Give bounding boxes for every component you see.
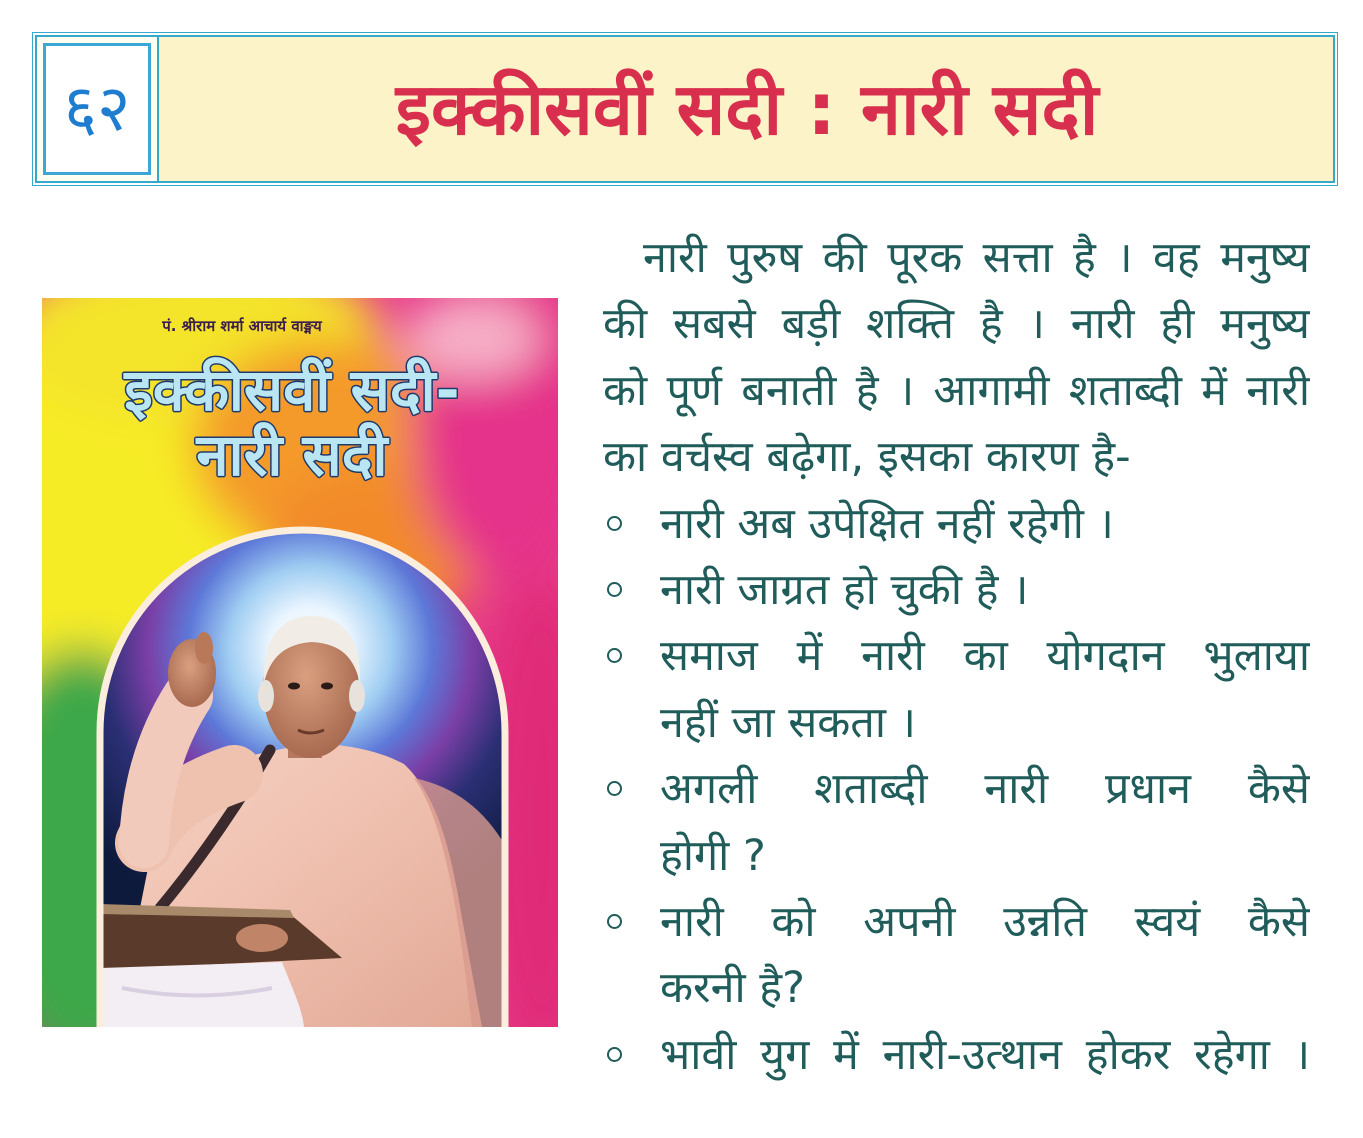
bullet-item [603,491,1310,557]
portrait-hair-side [258,680,274,712]
bullet-line: भावी युग में नारी-उत्थान होकर रहेगा । [660,1029,1310,1080]
bullet-line: नारी अब उपेक्षित नहीं रहेगी । [660,498,1114,549]
cover-series: पं. श्रीराम शर्मा आचार्य वाङ्मय [162,317,322,335]
body-text [603,225,1310,1088]
portrait-eye [321,683,333,690]
cover-title-line1: इक्कीसवीं सदी- [124,356,460,424]
page-title: इक्कीसवीं सदी : नारी सदी [395,67,1099,151]
bullet-circle-icon [607,582,622,597]
portrait-hair-side [349,680,365,712]
bullet-item [603,1022,1310,1088]
portrait-eye [288,683,300,690]
page-number: ६२ [63,72,131,146]
portrait-hand-on-book [236,924,288,952]
bullet-item [603,623,1310,756]
intro-line: का वर्चस्व बढ़ेगा, इसका कारण है- [603,432,1131,483]
bullet-circle-icon [607,516,622,531]
intro-line: को पूर्ण बनाती है । आगामी शताब्दी में नारी [603,365,1310,416]
intro-line: नारी पुरुष की पूरक सत्ता है । वह मनुष्य [643,233,1310,283]
bullet-item [603,756,1310,889]
bullet-line: नारी को अपनी उन्नति स्वयं कैसे [660,896,1310,947]
bullet-circle-icon [607,914,622,929]
bullet-circle-icon [607,648,622,663]
book-cover-art [42,298,558,1027]
bullet-line: होगी ? [660,830,766,881]
portrait-fingers [195,632,213,664]
bullet-circle-icon [607,781,622,796]
bullet-item [603,557,1310,623]
bullet-circle-icon [607,1047,622,1062]
header-banner [35,35,1335,183]
intro-line: की सबसे बड़ी शक्ति है । नारी ही मनुष्य [603,299,1310,350]
bullet-line: नारी जाग्रत हो चुकी है । [660,564,1029,615]
page-number-frame [43,43,151,175]
book-cover [42,298,558,1027]
page-number-box [37,37,159,181]
page-title-area [161,37,1333,181]
bullet-line: नहीं जा सकता । [660,697,916,748]
bullet-line: करनी है? [660,963,805,1014]
cover-title-line2: नारी सदी [196,421,388,489]
bullet-line: समाज में नारी का योगदान भुलाया [660,631,1310,682]
bullet-item [603,889,1310,1022]
bullet-line: अगली शताब्दी नारी प्रधान कैसे [660,764,1310,815]
